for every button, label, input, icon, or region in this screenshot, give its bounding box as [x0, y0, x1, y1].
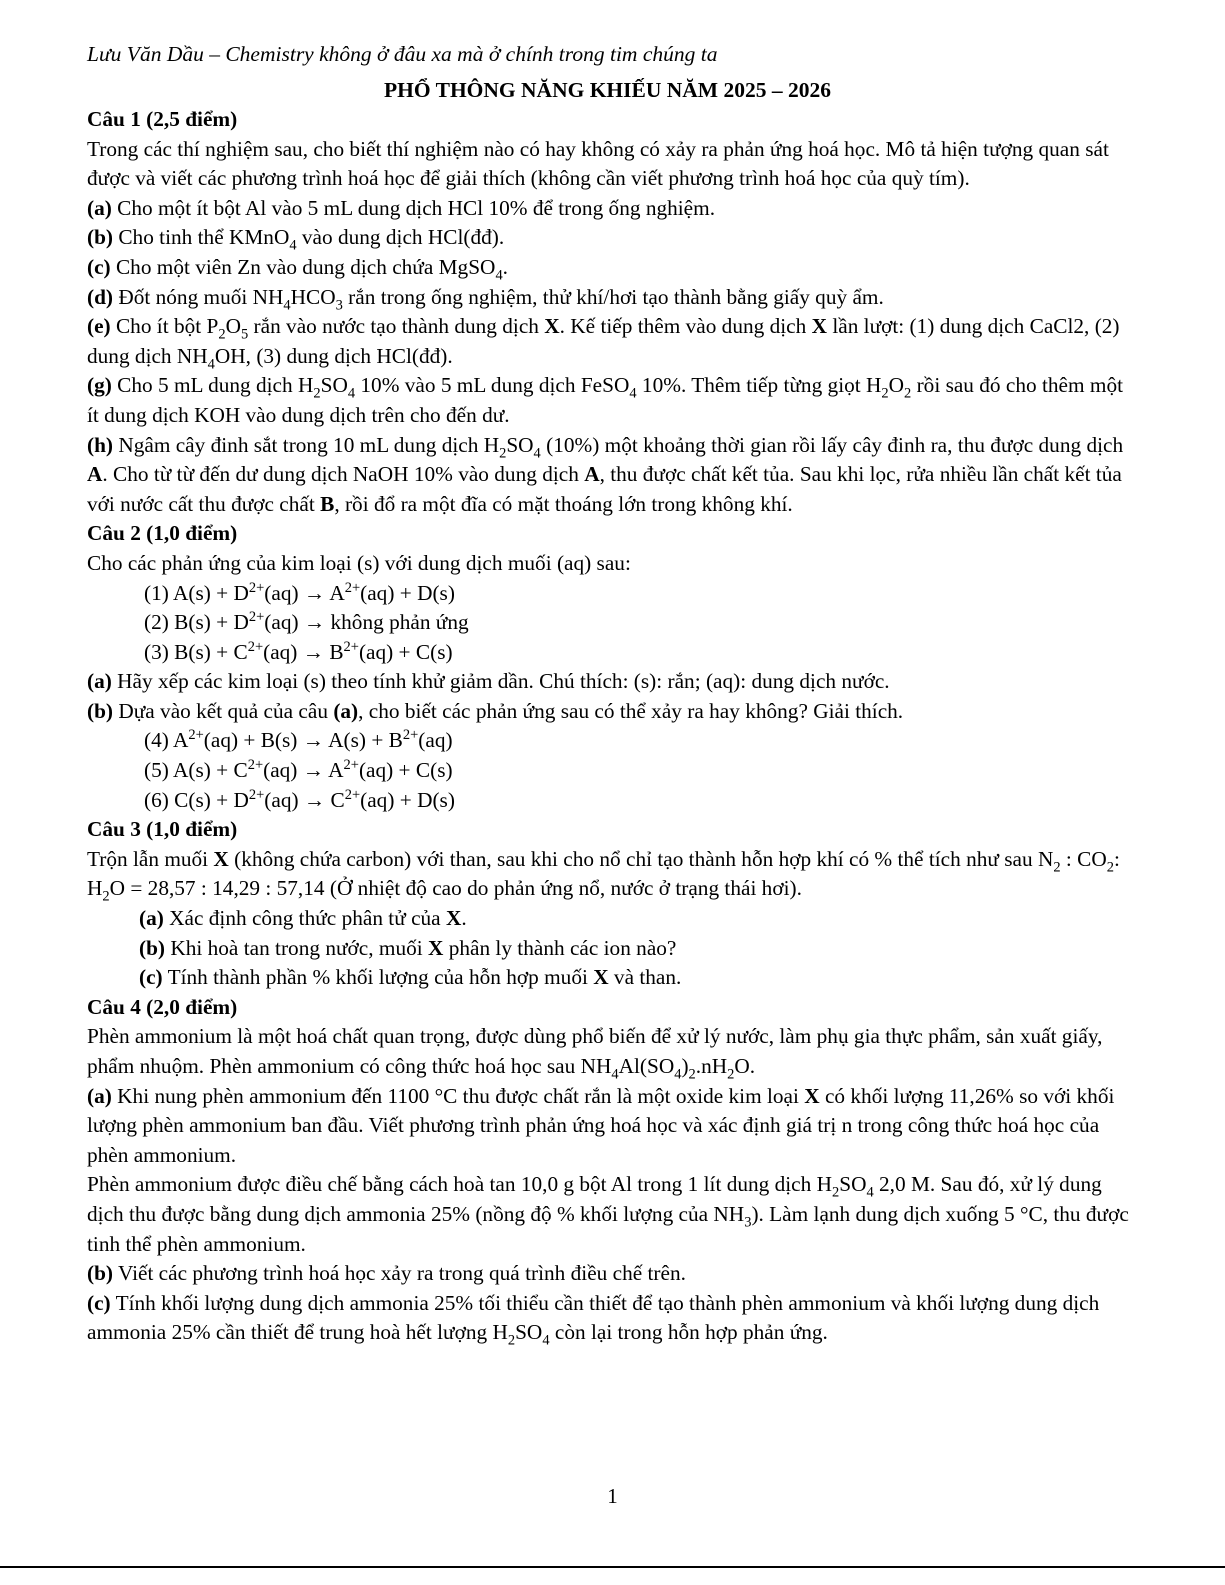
bottom-rule — [0, 1566, 1225, 1568]
q4-item-c: (c) Tính khối lượng dung dịch ammonia 25% tối thiểu cần thiết để tạo thành phèn ammonium và khối lượng dung dịch ammonia 25% cần thiết để trung hoà hết lượng $H_2SO_4$ còn lại trong hỗn hợp phản ứng. — [87, 1290, 1100, 1349]
question-4-heading: Câu 4 (2,0 điểm) — [87, 994, 238, 1019]
q1-item-a: (a) Cho một ít bột Al vào 5 mL dung dịch HCl 10% để trong ống nghiệm. — [87, 195, 716, 220]
question-2-heading: Câu 2 (1,0 điểm) — [87, 521, 238, 546]
question-3-intro: Trộn lẫn muối X (không chứa carbon) với than, sau khi cho nổ chỉ tạo thành hỗn hợp khí có % thể tích như sau $N_2$ : $CO_2$: $H_2O = 28,57$ : 14,29 : 57,14 (Ở nhiệt độ cao do phản ứng nổ, nước ở trạng thái hơi). — [87, 846, 1120, 905]
q1-item-d: (d) Đốt nóng muối $NH_4HCO_3$ rắn trong ống nghiệm, thử khí/hơi tạo thành bằng giấy quỳ ẩm. — [87, 284, 884, 313]
q2-reaction-6: (6) $C(s) + D^{2+}(aq) \to C^{2+}(aq) + D(s)$ — [144, 786, 455, 812]
q4-preparation: Phèn ammonium được điều chế bằng cách hoà tan 10,0 g bột Al trong 1 lít dung dịch $H_2SO_4$ 2,0 M. Sau đó, xử lý dung dịch thu được bằng dung dịch ammonia 25% (nồng độ % khối lượng của $NH_3$). Làm lạnh dung dịch xuống 5 °C, thu được tinh thể phèn ammonium. — [87, 1172, 1129, 1256]
q3-item-b: (b) Khi hoà tan trong nước, muối X phân ly thành các ion nào? — [139, 935, 677, 960]
q2-reaction-3: (3) $B(s) + C^{2+}(aq) \to B^{2+}(aq) + C(s)$ — [144, 638, 453, 664]
q1-item-g: (g) Cho 5 mL dung dịch $H_2SO_4$ 10% vào 5 mL dung dịch FeSO$_4$ 10%. Thêm tiếp từng giọt $H_2O_2$ rồi sau đó cho thêm một ít dung dịch KOH vào dung dịch trên cho đến dư. — [87, 373, 1124, 427]
document-page — [87, 37, 1132, 1348]
running-header: Lưu Văn Dầu – Chemistry không ở đâu xa mà ở chính trong tim chúng ta — [87, 42, 718, 66]
q2-item-a: (a) Hãy xếp các kim loại (s) theo tính khử giảm dần. Chú thích: (s): rắn; (aq): dung dịch nước. — [87, 669, 890, 694]
q3-item-a: (a) Xác định công thức phân tử của X. — [139, 906, 467, 931]
question-4-intro: Phèn ammonium là một hoá chất quan trọng, được dùng phổ biến để xử lý nước, làm phụ gia thực phẩm, sản xuất giấy, phẩm nhuộm. Phèn ammonium có công thức hoá học sau $NH_4Al(SO_4)_2.nH_2O$. — [87, 1024, 1103, 1083]
question-1-heading: Câu 1 (2,5 điểm) — [87, 107, 238, 131]
q4-item-b: (b) Viết các phương trình hoá học xảy ra trong quá trình điều chế trên. — [87, 1261, 686, 1286]
q1-item-c: (c) Cho một viên Zn vào dung dịch chứa MgSO$_4$. — [87, 254, 508, 284]
question-3-heading: Câu 3 (1,0 điểm) — [87, 817, 238, 842]
exam-title: PHỔ THÔNG NĂNG KHIẾU NĂM 2025 – 2026 — [384, 78, 831, 102]
q2-reaction-1: (1) $A(s) + D^{2+}(aq) \to A^{2+}(aq) + D(s)$ — [144, 579, 455, 605]
q2-reaction-2: (2) $B(s) + D^{2+}(aq)$ → không phản ứng — [144, 609, 469, 635]
question-1-intro: Trong các thí nghiệm sau, cho biết thí nghiệm nào có hay không có xảy ra phản ứng hoá học. Mô tả hiện tượng quan sát được và viết các phương trình hoá học để giải thích (không cần viết phương trình hoá học của quỳ tím). — [87, 136, 1109, 191]
question-2-intro: Cho các phản ứng của kim loại (s) với dung dịch muối (aq) sau: — [87, 550, 631, 575]
q1-item-b: (b) Cho tinh thể KMnO$_4$ vào dung dịch HCl(đđ). — [87, 225, 505, 254]
q1-item-h: (h) Ngâm cây đinh sắt trong 10 mL dung dịch $H_2SO_4$ (10%) một khoảng thời gian rồi lấy cây đinh ra, thu được dung dịch A. Cho từ từ đến dư dung dịch NaOH 10% vào dung dịch A, thu được chất kết tủa. Sau khi lọc, rửa nhiều lần chất kết tủa với nước cất thu được chất B, rồi đổ ra một đĩa có mặt thoáng lớn trong không khí. — [87, 432, 1124, 516]
q3-item-c: (c) Tính thành phần % khối lượng của hỗn hợp muối X và than. — [139, 965, 682, 990]
q1-item-e: (e) Cho ít bột $P_2O_5$ rắn vào nước tạo thành dung dịch X. Kế tiếp thêm vào dung dịch X lần lượt: (1) dung dịch CaCl2, (2) dung dịch $NH_4OH$, (3) dung dịch HCl(đđ). — [87, 314, 1120, 372]
q4-item-a: (a) Khi nung phèn ammonium đến 1100 °C thu được chất rắn là một oxide kim loại X có khối lượng 11,26% so với khối lượng phèn ammonium ban đầu. Viết phương trình phản ứng hoá học và xác định giá trị n trong công thức hoá học của phèn ammonium. — [87, 1083, 1115, 1167]
q2-reaction-4: (4) $A^{2+}(aq) + B(s) \to A(s) + B^{2+}(aq)$ — [144, 727, 453, 753]
q2-item-b: (b) Dựa vào kết quả của câu (a), cho biết các phản ứng sau có thể xảy ra hay không? Giải thích. — [87, 698, 904, 723]
page-number: 1 — [607, 1484, 618, 1508]
q2-reaction-5: (5) $A(s) + C^{2+}(aq) \to A^{2+}(aq) + C(s)$ — [144, 756, 453, 783]
